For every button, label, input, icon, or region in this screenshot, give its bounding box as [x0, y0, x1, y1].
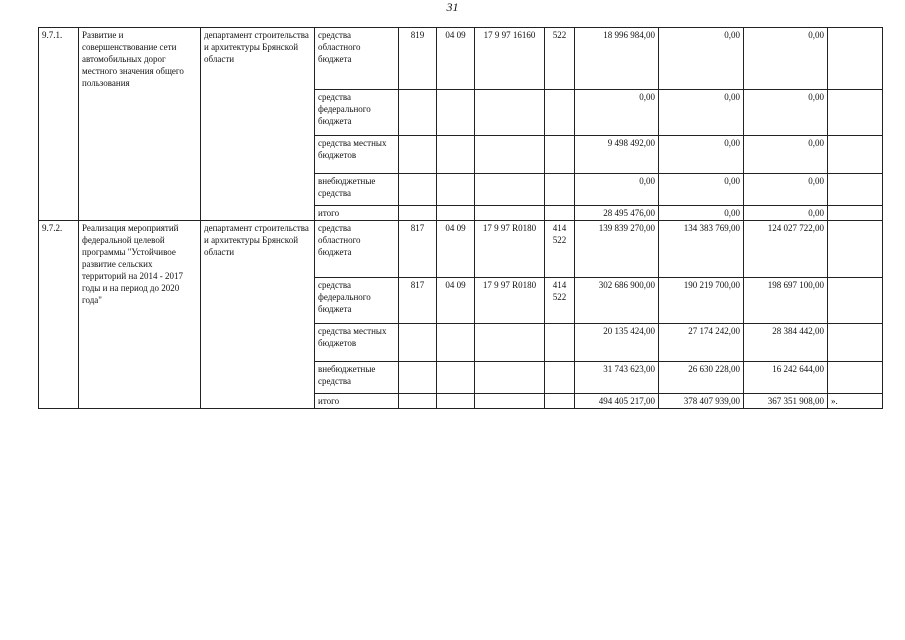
- row-note: [828, 90, 883, 136]
- funding-source: итого: [315, 394, 399, 409]
- amount-year-1: 20 135 424,00: [575, 324, 659, 362]
- row-note: [828, 362, 883, 394]
- amount-year-3: 16 242 644,00: [744, 362, 828, 394]
- target-article-code: 17 9 97 16160: [475, 28, 545, 90]
- section-code: [437, 362, 475, 394]
- amount-year-3: 0,00: [744, 90, 828, 136]
- row-note: [828, 278, 883, 324]
- section-code: 04 09: [437, 28, 475, 90]
- target-article-code: [475, 362, 545, 394]
- grbs-code: [399, 90, 437, 136]
- expense-type-code: [545, 174, 575, 206]
- amount-year-1: 9 498 492,00: [575, 136, 659, 174]
- grbs-code: [399, 174, 437, 206]
- target-article-code: 17 9 97 R0180: [475, 278, 545, 324]
- grbs-code: [399, 206, 437, 221]
- funding-source: средства местных бюджетов: [315, 324, 399, 362]
- amount-year-1: 139 839 270,00: [575, 221, 659, 278]
- grbs-code: [399, 394, 437, 409]
- expense-type-code: [545, 394, 575, 409]
- funding-source: средства федерального бюджета: [315, 90, 399, 136]
- section-code: [437, 174, 475, 206]
- amount-year-3: 124 027 722,00: [744, 221, 828, 278]
- funding-source: средства федерального бюджета: [315, 278, 399, 324]
- item-executor: департамент строительства и архитектуры Брянской области: [201, 221, 315, 409]
- funding-source: средства областного бюджета: [315, 28, 399, 90]
- amount-year-2: 378 407 939,00: [659, 394, 744, 409]
- amount-year-2: 0,00: [659, 136, 744, 174]
- funding-source: итого: [315, 206, 399, 221]
- target-article-code: [475, 174, 545, 206]
- expense-type-code: [545, 324, 575, 362]
- expense-type-code: 414 522: [545, 221, 575, 278]
- row-note: [828, 28, 883, 90]
- grbs-code: [399, 324, 437, 362]
- section-code: 04 09: [437, 278, 475, 324]
- item-number: 9.7.1.: [39, 28, 79, 221]
- funding-source: внебюджетные средства: [315, 362, 399, 394]
- row-note: [828, 324, 883, 362]
- amount-year-3: 0,00: [744, 174, 828, 206]
- amount-year-1: 302 686 900,00: [575, 278, 659, 324]
- amount-year-1: 31 743 623,00: [575, 362, 659, 394]
- amount-year-1: 0,00: [575, 174, 659, 206]
- section-code: [437, 206, 475, 221]
- grbs-code: 817: [399, 221, 437, 278]
- item-name: Развитие и совершенствование сети автомобильных дорог местного значения общего пользования: [79, 28, 201, 221]
- amount-year-3: 367 351 908,00: [744, 394, 828, 409]
- target-article-code: [475, 394, 545, 409]
- target-article-code: [475, 90, 545, 136]
- amount-year-3: 0,00: [744, 136, 828, 174]
- expense-type-code: [545, 362, 575, 394]
- funding-source: средства местных бюджетов: [315, 136, 399, 174]
- amount-year-1: 18 996 984,00: [575, 28, 659, 90]
- grbs-code: [399, 362, 437, 394]
- section-code: 04 09: [437, 221, 475, 278]
- amount-year-2: 0,00: [659, 28, 744, 90]
- row-note: [828, 174, 883, 206]
- section-code: [437, 136, 475, 174]
- amount-year-3: 0,00: [744, 28, 828, 90]
- target-article-code: [475, 136, 545, 174]
- budget-table: [38, 27, 883, 409]
- grbs-code: 819: [399, 28, 437, 90]
- item-name: Реализация мероприятий федеральной целевой программы "Устойчивое развитие сельских территорий на 2014 - 2017 годы и на период до 2020 года": [79, 221, 201, 409]
- expense-type-code: [545, 136, 575, 174]
- amount-year-2: 190 219 700,00: [659, 278, 744, 324]
- grbs-code: [399, 136, 437, 174]
- amount-year-3: 28 384 442,00: [744, 324, 828, 362]
- amount-year-1: 28 495 476,00: [575, 206, 659, 221]
- table-row: [39, 28, 883, 90]
- page-number: 31: [446, 0, 459, 14]
- amount-year-2: 134 383 769,00: [659, 221, 744, 278]
- expense-type-code: [545, 90, 575, 136]
- amount-year-2: 0,00: [659, 206, 744, 221]
- section-code: [437, 324, 475, 362]
- section-code: [437, 90, 475, 136]
- item-executor: департамент строительства и архитектуры Брянской области: [201, 28, 315, 221]
- amount-year-2: 26 630 228,00: [659, 362, 744, 394]
- closing-quote-mark: ».: [828, 394, 883, 409]
- grbs-code: 817: [399, 278, 437, 324]
- section-code: [437, 394, 475, 409]
- row-note: [828, 206, 883, 221]
- item-number: 9.7.2.: [39, 221, 79, 409]
- amount-year-1: 0,00: [575, 90, 659, 136]
- expense-type-code: [545, 206, 575, 221]
- target-article-code: [475, 206, 545, 221]
- table-row: [39, 221, 883, 278]
- funding-source: средства областного бюджета: [315, 221, 399, 278]
- row-note: [828, 221, 883, 278]
- target-article-code: 17 9 97 R0180: [475, 221, 545, 278]
- target-article-code: [475, 324, 545, 362]
- expense-type-code: 522: [545, 28, 575, 90]
- amount-year-3: 198 697 100,00: [744, 278, 828, 324]
- row-note: [828, 136, 883, 174]
- funding-source: внебюджетные средства: [315, 174, 399, 206]
- amount-year-2: 0,00: [659, 174, 744, 206]
- amount-year-3: 0,00: [744, 206, 828, 221]
- expense-type-code: 414 522: [545, 278, 575, 324]
- amount-year-2: 27 174 242,00: [659, 324, 744, 362]
- amount-year-1: 494 405 217,00: [575, 394, 659, 409]
- amount-year-2: 0,00: [659, 90, 744, 136]
